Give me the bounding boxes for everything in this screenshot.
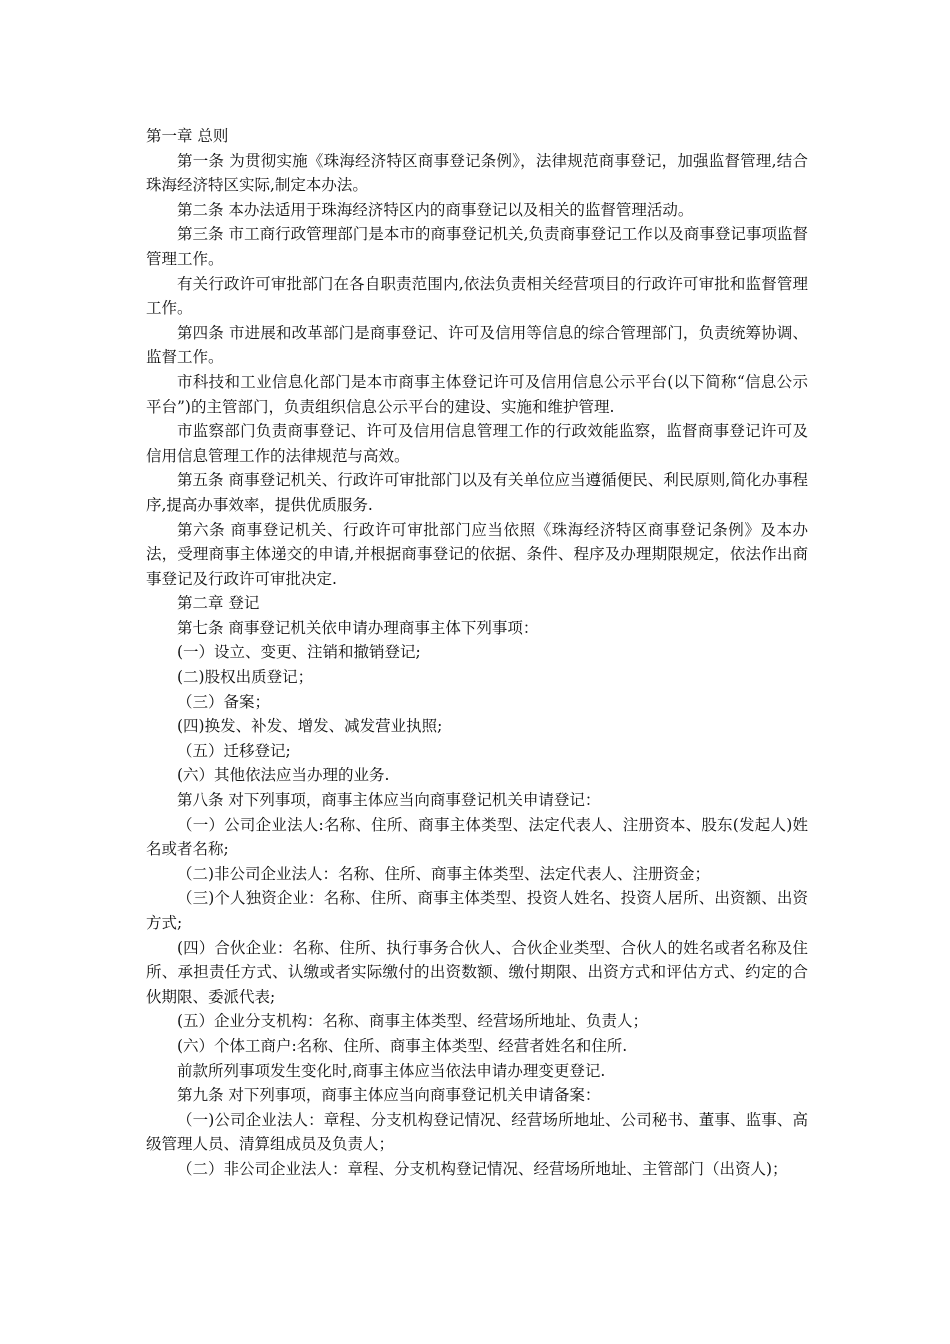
article-3: 第三条 市工商行政管理部门是本市的商事登记机关,负责商事登记工作以及商事登记事项监督管理工作。 [146,225,808,268]
article-7-item-2: (二)股权出质登记； [177,668,314,687]
article-7-item-5: （五）迁移登记; [177,741,291,760]
article-8-item-3: （三)个人独资企业：名称、住所、商事主体类型、投资人姓名、投资人居所、出资额、出资方式; [146,889,808,932]
article-8-item-5: (五）企业分支机构：名称、商事主体类型、经营场所地址、负责人； [177,1012,649,1031]
document-body [146,124,808,1182]
article-4: 第四条 市进展和改革部门是商事登记、许可及信用等信息的综合管理部门，负责统筹协调、监督工作。 [146,323,808,367]
article-5: 第五条 商事登记机关、行政许可审批部门以及有关单位应当遵循便民、利民原则,简化办事程序,提高办事效率，提供优质服务. [146,471,808,514]
article-8-item-6: (六）个体工商户:名称、住所、商事主体类型、经营者姓名和住所. [177,1036,628,1055]
article-6: 第六条 商事登记机关、行政许可审批部门应当依照《珠海经济特区商事登记条例》及本办法，受理商事主体递交的申请,并根据商事登记的依据、条件、程序及办理期限规定，依法作出商事登记及行政许可审批决定. [146,520,808,588]
chapter-2-heading: 第二章 登记 [177,594,260,613]
article-7: 第七条 商事登记机关依申请办理商事主体下列事项： [177,618,539,637]
chapter-1-heading: 第一章 总则 [146,127,229,145]
article-7-item-1: (一）设立、变更、注销和撤销登记; [177,643,421,662]
article-2: 第二条 本办法适用于珠海经济特区内的商事登记以及相关的监督管理活动。 [177,200,694,219]
article-7-item-6: (六）其他依法应当办理的业务. [177,766,390,785]
article-4-para-2: 市科技和工业信息化部门是本市商事主体登记许可及信用信息公示平台(以下简称“信息公示平台”)的主管部门，负责组织信息公示平台的建设、实施和维护管理. [146,372,808,416]
article-4-para-3: 市监察部门负责商事登记、许可及信用信息管理工作的行政效能监察，监督商事登记许可及信用信息管理工作的法律规范与高效。 [146,422,808,465]
article-8-item-4: (四）合伙企业：名称、住所、执行事务合伙人、合伙企业类型、合伙人的姓名或者名称及住所、承担责任方式、认缴或者实际缴付的出资数额、缴付期限、出资方式和评估方式、约定的合伙期限、委派代表; [146,938,808,1006]
article-8-para-2: 前款所列事项发生变化时,商事主体应当依法申请办理变更登记. [177,1061,606,1080]
article-1: 第一条 为贯彻实施《珠海经济特区商事登记条例》，法律规范商事登记，加强监督管理,结合珠海经济特区实际,制定本办法。 [146,151,808,195]
article-3-para-2: 有关行政许可审批部门在各自职责范围内,依法负责相关经营项目的行政许可审批和监督管理工作。 [146,274,808,318]
article-9: 第九条 对下列事项，商事主体应当向商事登记机关申请备案： [177,1086,601,1105]
article-9-item-1: （一)公司企业法人：章程、分支机构登记情况、经营场所地址、公司秘书、董事、监事、高级管理人员、清算组成员及负责人； [146,1110,808,1154]
article-8: 第八条 对下列事项，商事主体应当向商事登记机关申请登记： [177,791,601,810]
article-8-item-1: （一）公司企业法人:名称、住所、商事主体类型、法定代表人、注册资本、股东(发起人)姓名或者名称; [146,815,808,859]
article-7-item-3: （三）备案； [177,692,271,711]
article-7-item-4: (四)换发、补发、增发、减发营业执照; [177,717,443,736]
article-9-item-2: （二）非公司企业法人：章程、分支机构登记情况、经营场所地址、主管部门（出资人)； [177,1159,788,1178]
article-8-item-2: （二)非公司企业法人：名称、住所、商事主体类型、法定代表人、注册资金； [177,864,711,883]
